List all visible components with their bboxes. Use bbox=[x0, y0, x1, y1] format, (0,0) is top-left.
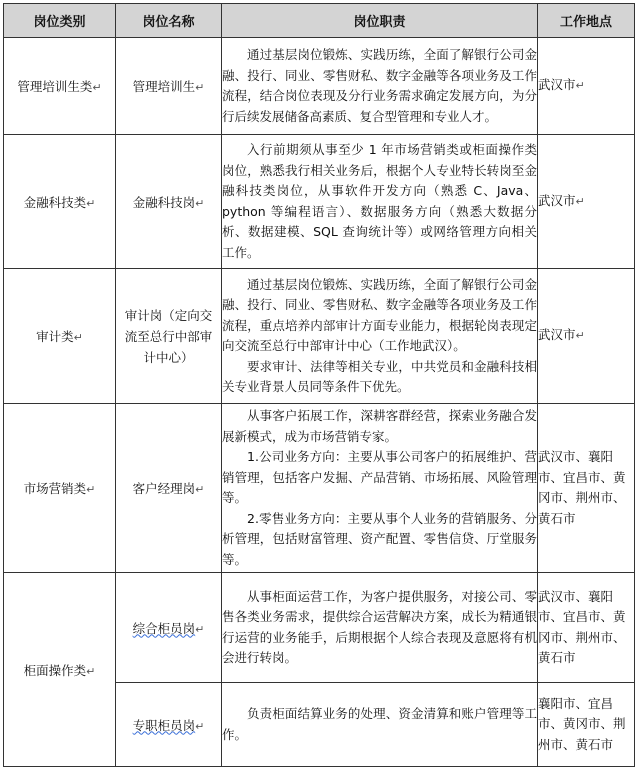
table-row bbox=[4, 404, 635, 573]
row-duty: 通过基层岗位锻炼、实践历练，全面了解银行公司金融、投行、同业、零售财私、数字金融等各项业务及工作流程，重点培养内部审计方面专业能力，根据轮岗表现定向交流至总行中部审计中心（工作地武汉）。 要求审计、法律等相关专业，中共党员和金融科技相关专业背景人员同等条件下优先。 bbox=[222, 269, 538, 404]
row-duty: 通过基层岗位锻炼、实践历练，全面了解银行公司金融、投行、同业、零售财私、数字金融等各项业务及工作流程，结合岗位表现及分行业务需求确定发展方向，为分行后续发展储备高素质、复合型管理和专业人才。 bbox=[222, 38, 538, 135]
row-location: 武汉市↵ bbox=[538, 269, 635, 404]
row-location: 武汉市↵ bbox=[538, 38, 635, 135]
row-category: 市场营销类↵ bbox=[4, 404, 116, 573]
table-row bbox=[4, 573, 635, 683]
row-duty: 入行前期须从事至少 1 年市场营销类或柜面操作类岗位，熟悉我行相关业务后，根据个人专业特长转岗至金融科技类岗位，从事软件开发方向（熟悉 C、Java、python 等编程语言）、数据服务方向（熟悉大数据分析、数据建模、SQL 查询统计等）或网络管理方向相关工作。 bbox=[222, 135, 538, 269]
row-location: 襄阳市、宜昌市、黄冈市、荆州市、黄石市 bbox=[538, 683, 635, 767]
row-duty: 从事客户拓展工作，深耕客群经营，探索业务融合发展新模式，成为市场营销专家。 1.公司业务方向：主要从事公司客户的拓展维护、营销管理，包括客户发掘、产品营销、市场拓展、风险管理等。 2.零售业务方向：主要从事个人业务的营销服务、分析管理，包括财富管理、资产配置、零售信贷、厅堂服务等。 bbox=[222, 404, 538, 573]
table-header-row bbox=[4, 4, 635, 38]
row-location: 武汉市、襄阳市、宜昌市、黄冈市、荆州市、黄石市 bbox=[538, 573, 635, 683]
header-location: 工作地点 bbox=[538, 4, 635, 38]
row-location: 武汉市↵ bbox=[538, 135, 635, 269]
row-position-name: 管理培训生↵ bbox=[116, 38, 222, 135]
row-category: 金融科技类↵ bbox=[4, 135, 116, 269]
header-category: 岗位类别 bbox=[4, 4, 116, 38]
header-name: 岗位名称 bbox=[116, 4, 222, 38]
row-duty: 负责柜面结算业务的处理、资金清算和账户管理等工作。 bbox=[222, 683, 538, 767]
row-duty: 从事柜面运营工作，为客户提供服务，对接公司、零售各类业务需求，提供综合运营解决方案，成长为精通银行运营的业务能手，后期根据个人综合表现及意愿将有机会进行转岗。 bbox=[222, 573, 538, 683]
row-position-name: 审计岗（定向交流至总行中部审计中心） bbox=[116, 269, 222, 404]
row-location: 武汉市、襄阳市、宜昌市、黄冈市、荆州市、黄石市 bbox=[538, 404, 635, 573]
row-category: 审计类↵ bbox=[4, 269, 116, 404]
table-row bbox=[4, 135, 635, 269]
job-positions-table bbox=[3, 3, 635, 767]
row-position-name: 金融科技岗↵ bbox=[116, 135, 222, 269]
row-position-name: 专职柜员岗↵ bbox=[116, 683, 222, 767]
row-category: 管理培训生类↵ bbox=[4, 38, 116, 135]
table-row bbox=[4, 269, 635, 404]
row-position-name: 客户经理岗↵ bbox=[116, 404, 222, 573]
header-duty: 岗位职责 bbox=[222, 4, 538, 38]
row-position-name: 综合柜员岗↵ bbox=[116, 573, 222, 683]
row-category: 柜面操作类↵ bbox=[4, 573, 116, 767]
table-row bbox=[4, 38, 635, 135]
